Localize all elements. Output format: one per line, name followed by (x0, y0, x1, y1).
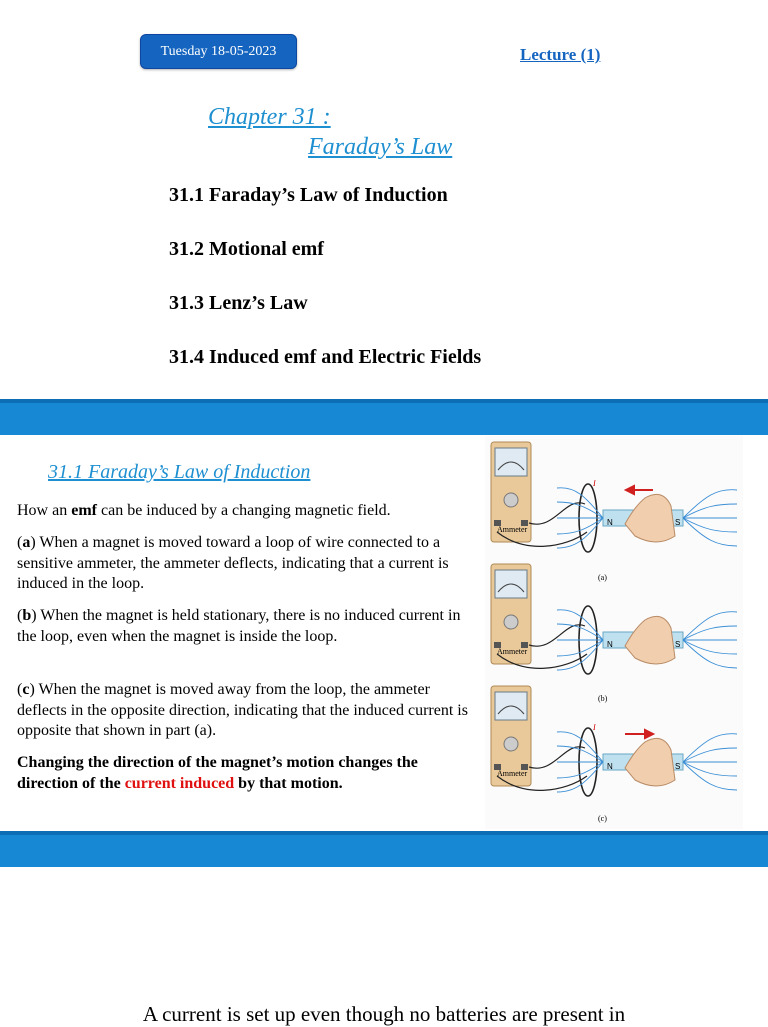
item-b-paragraph: (b) When the magnet is held stationary, there is no induced current in the loop, even when the magnet is inside the loop. (17, 607, 461, 645)
toc-item-31-4: 31.4 Induced emf and Electric Fields (169, 346, 482, 368)
toc-item-31-2: 31.2 Motional emf (169, 238, 324, 260)
toc-item-31-3: 31.3 Lenz’s Law (169, 292, 308, 314)
caption-a: (a) (598, 573, 607, 582)
separator-band (0, 399, 768, 435)
section-title: 31.1 Faraday’s Law of Induction (48, 461, 311, 483)
ammeter-label-a: Ammeter (497, 525, 528, 534)
lecture-label: Lecture (1) (520, 45, 601, 64)
arrow-right-icon (625, 730, 653, 738)
date-badge: Tuesday 18-05-2023 (140, 34, 297, 69)
figure-panel-a (491, 442, 737, 552)
item-c-paragraph: (c) When the magnet is moved away from the loop, the ammeter deflects in the opposite direction, indicating that the induced current is opposite that shown in part (a). (17, 681, 468, 739)
item-a-paragraph: (a) When a magnet is moved toward a loop of wire connected to a sensitive ammeter, the ammeter deflects, indicating that a current is induced in the loop. (17, 534, 449, 592)
ammeter-label-c: Ammeter (497, 769, 528, 778)
chapter-title: Faraday’s Law (308, 134, 453, 160)
footer-text: A current is set up even though no batteries are present in (142, 1002, 626, 1026)
south-pole-c: S (675, 762, 681, 771)
chapter-number: Chapter 31 : (208, 104, 331, 130)
emf-term: emf (71, 502, 97, 519)
highlight-text: current induced (124, 774, 235, 792)
figure-panel-b (491, 564, 737, 674)
south-pole-a: S (675, 518, 681, 527)
intro-paragraph: How an emf can be induced by a changing magnetic field. (17, 502, 391, 519)
caption-c: (c) (598, 814, 607, 823)
figure-panel-c (491, 686, 737, 796)
current-label-c: I (593, 723, 596, 732)
ammeter-label-b: Ammeter (497, 647, 528, 656)
toc-item-31-1: 31.1 Faraday’s Law of Induction (169, 184, 448, 206)
south-pole-b: S (675, 640, 681, 649)
separator-band-2 (0, 831, 768, 867)
induction-figure (485, 436, 743, 829)
north-pole-a: N (607, 518, 613, 527)
arrow-left-icon (626, 486, 653, 494)
north-pole-b: N (607, 640, 613, 649)
current-label-a: I (593, 479, 596, 488)
north-pole-c: N (607, 762, 613, 771)
caption-b: (b) (598, 694, 608, 703)
conclusion-paragraph: Changing the direction of the magnet’s motion changes the direction of the current induced by that motion. (17, 754, 418, 792)
